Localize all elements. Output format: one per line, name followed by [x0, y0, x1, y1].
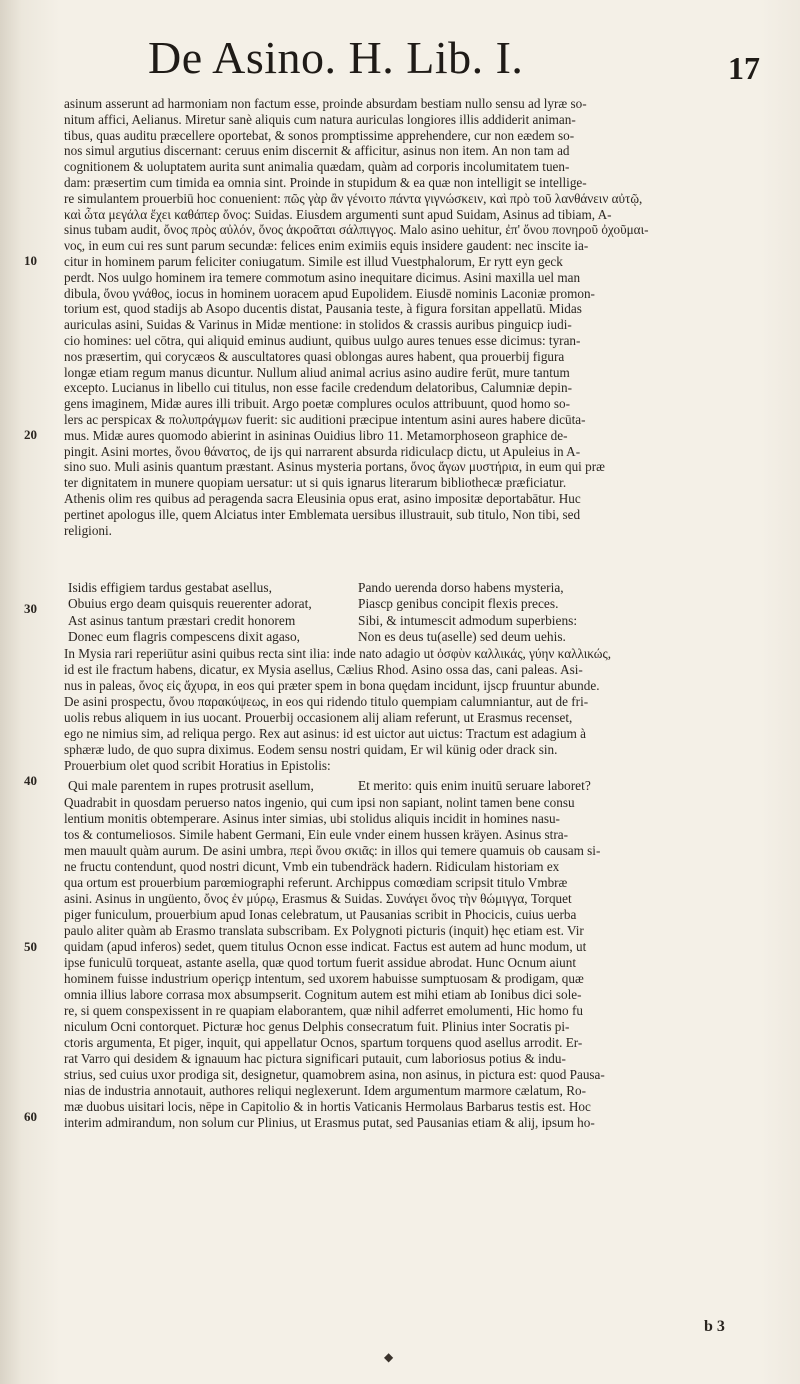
text-line: sinus tubam audit, ὄνος πρὸς αὐλόν, ὄνος ἀκροᾶται σάλπιγγος. Malo asino uehitur, ἐπ' ὄνου πονηροῦ ὀχοῦμαι- — [64, 222, 649, 238]
verse-row — [68, 596, 768, 612]
text-line: sino suo. Muli asinis quantum præstant. Asinus mysteria portans, ὄνος ἄγων μυστήρια, in eum qui præ — [64, 459, 605, 475]
text-line: nus in paleas, ὄνος εἰς ἄχυρα, in eos qui præter spem in bona quędam incidunt, ijscp fruuntur abunde. — [64, 678, 600, 693]
text-line: omnia illius labore corrasa mox absumpserit. Cognitum autem est mihi etiam ab Ionibus dici sole- — [64, 987, 582, 1002]
verse-right: Pando uerenda dorso habens mysteria, — [358, 580, 564, 595]
line-number: 10 — [24, 253, 37, 268]
text-block-middle — [64, 646, 764, 774]
text-line: tos & contumeliosos. Simile habent Germani, Ein eule vnder einem hussen kräyen. Asinus stra- — [64, 827, 568, 842]
text-line: Prouerbium olet quod scribit Horatius in Epistolis: — [64, 758, 331, 773]
text-line: ter dignitatem in munere quopiam uersatur: ut si quis ignarus literarum bibliothecæ præficiatur. — [64, 475, 567, 491]
text-line: Quadrabit in quosdam peruerso natos ingenio, qui cum ipsi non sapiant, nolint tamen bene consu — [64, 795, 575, 810]
text-line: mus. Midæ aures quomodo abierint in asininas Ouidius libro 11. Metamorphoseon graphice de- — [64, 427, 568, 443]
text-line: id est ile fractum habens, dicatur, ex Mysia asellus, Cælius Rhod. Asino ossa das, cani paleas. Asi- — [64, 662, 583, 677]
printer-ornament: ◆ — [384, 1350, 394, 1364]
verse-left: Isidis effigiem tardus gestabat asellus, — [68, 580, 272, 595]
text-line: longæ etiam regum manus dicuntur. Nullum aliud animal acrius asino audire ferūt, mure tantum — [64, 364, 570, 380]
text-line: lentium monitis obtemperare. Asinus inter simias, ubi stolidus aliquis incidit in homines nasu- — [64, 811, 560, 826]
text-line: men mauult quàm aurum. De asini umbra, περὶ ὄνου σκιᾶς: in illos qui temere quamuis ob causam si- — [64, 843, 601, 858]
text-line: excepto. Lucianus in libello cui titulus, non esse facile credendum delatoribus, Calumniæ depin- — [64, 380, 572, 396]
text-line: cio homines: uel cōtra, qui aliquid eminus audiunt, quibus uulgo aures tenues esse dicimus: tyran- — [64, 332, 581, 348]
line-number: 60 — [24, 1109, 37, 1124]
text-line: lers ac perspicax & πολυπράγμων fuerit: sic auditioni præcipue intentum asini aures habere dicūta- — [64, 411, 586, 427]
text-line: qua ortum est prouerbium parœmiographi referunt. Archippus comœdiam scripsit titulo Vmbræ — [64, 875, 568, 890]
text-line: καὶ ὦτα μεγάλα ἔχει καθάπερ ὄνος: Suidas. Eiusdem argumenti sunt apud Suidam, Asinus ad tibiam, A- — [64, 206, 612, 222]
text-line: ipse funiculū torqueat, astante asella, quæ quod tortum fuerit assidue abrodat. Hunc Ocnum aiunt — [64, 955, 576, 970]
verse-block — [68, 580, 768, 646]
text-line: rat Varro qui desidem & ignauum hac pictura significari putauit, cum laboriosus potius & indu- — [64, 1051, 566, 1066]
text-line: dibula, ὄνου γνάθος, iocus in hominem uoracem apud Eupolidem. Eiusdē nominis Laconiæ promon- — [64, 285, 595, 301]
text-line: asini. Asinus in ungüento, ὄνος ἐν μύρῳ, Erasmus & Suidas. Συνάγει ὄνος τὴν θώμιγγα, Torquet — [64, 891, 572, 906]
text-line: uolis rebus aliquem in ius uocant. Prouerbij occasionem alij aliam referunt, ut Erasmus recenset, — [64, 710, 573, 725]
verse-left: Donec eum flagris compescens dixit agaso, — [68, 629, 301, 645]
text-line: interim admirandum, non solum cur Plinius, ut Erasmus putat, sed Pausanias etiam & alij, ipsum ho- — [64, 1115, 595, 1130]
text-line: nos simul argutius discernant: ceruus enim discernit & afficitur, asinus non item. An non tam ad — [64, 143, 570, 159]
verse-row — [68, 629, 768, 645]
text-line: perdt. Nos uulgo hominem ira temere commotum asino inequitare dicimus. Asini maxilla uel man — [64, 269, 581, 285]
text-line: nos præsertim, qui corycæos & auscultatores quasi oblongas aures habent, qua prouerbij figura — [64, 348, 565, 364]
text-line: nias de industria annotauit, authores reliqui neglexerunt. Idem argumentum marmore cælatum, Ro- — [64, 1083, 586, 1098]
verse-block-2 — [68, 778, 768, 794]
text-line: piger funiculum, prouerbium apud Ionas celebratum, ut Pausanias scribit in Phocicis, cuius uerba — [64, 907, 577, 922]
line-number: 20 — [24, 427, 37, 442]
text-line: citur in hominem parum feliciter coniugatum. Simile est illud Vuestphalorum, Er rytt eyn geck — [64, 253, 563, 269]
text-line: sphæræ ludo, de quo supra diximus. Eodem sensu nostri quidam, Er wil künig oder drack sin. — [64, 742, 558, 757]
text-line: nitum affici, Aelianus. Miretur sanè aliquis cum natura auriculas longiores illis addiderit animan- — [64, 111, 576, 127]
line-number: 30 — [24, 601, 37, 616]
verse-left: Obuius ergo deam quisquis reuerenter adorat, — [68, 596, 312, 612]
verse-row — [68, 778, 768, 794]
text-line: ego ne nimius sim, ad reliqua pergo. Rex aut asinus: id est uictor aut uictus: Tractum est adagium à — [64, 726, 587, 741]
text-line: strius, sed cuius uxor prodiga sit, designetur, quamobrem asina, non asinus, in pictura est: quod Pausa- — [64, 1067, 605, 1082]
text-line: religioni. — [64, 522, 112, 538]
text-line: gens imaginem, Midæ aures illi tribuit. Argo poetæ complures oculos attribuunt, quod homo so- — [64, 396, 570, 412]
text-line: mæ duobus uisitari locis, nēpe in Capitolio & in hortis Vaticanis Hermolaus Barbarus testis est. Hoc — [64, 1099, 591, 1114]
text-line: dam: præsertim cum timida ea omnia sint. Proinde in stupidum & ea quæ non intelligit se intellige- — [64, 174, 587, 190]
text-block-bottom — [64, 795, 764, 1131]
verse-row — [68, 613, 768, 629]
text-line: auriculas asini, Suidas & Varinus in Midæ mentione: in stolidos & crassis auribus pinguicp iudi- — [64, 317, 572, 333]
text-line: niculum Ocni contorquet. Picturæ hoc genus Delphis consecratum fuit. Plinius inter Socratis pi- — [64, 1019, 570, 1034]
verse-left: Qui male parentem in rupes protrusit asellum, — [68, 778, 314, 793]
verse-left: Ast asinus tantum præstari credit honorem — [68, 612, 296, 628]
text-line: Athenis olim res quibus ad peragenda sacra Eleusinia opus erat, asino impositæ deportabātur. Huc — [64, 490, 581, 506]
text-line: ctoris argumenta, Et piger, inquit, qui appellatur Ocnos, spartum torquens quod asellus arrodit. Er- — [64, 1035, 583, 1050]
verse-right: Sibi, & intumescit admodum superbiens: — [358, 612, 578, 628]
line-number: 40 — [24, 773, 37, 788]
text-line: re, si quem conspexissent in re quapiam elaborantem, quæ nihil adferret emolumenti, Hic homo fu — [64, 1003, 583, 1018]
text-line: paulo aliter quàm ab Erasmo translata subscribam. Ex Polygnoti picturis (inquit) hęc etiam est. Vir — [64, 923, 584, 938]
verse-right: Et merito: quis enim inuitū seruare laboret? — [358, 778, 591, 793]
line-number: 50 — [24, 939, 37, 954]
text-line: hominem fuisse industrium operiçp intentum, sed uxorem habuisse sumptuosam & prodigam, quæ — [64, 971, 584, 986]
text-block-top — [64, 96, 764, 538]
text-line: pingit. Asini mortes, ὄνου θάνατος, de ijs qui narrarent absurda ridiculacp dictu, ut Apuleius in A- — [64, 443, 581, 459]
text-line: νος, in eum cui res sunt parum secundæ: felices enim eximiis equis insidere gaudent: nec inscite ia- — [64, 238, 589, 254]
text-line: torium est, quod stadijs ab Asopo ducentis distat, Pausania teste, à figura forsitan appellatū. Midas — [64, 301, 582, 317]
verse-right: Non es deus tu(aselle) sed deum uehis. — [358, 629, 566, 645]
verse-row — [68, 580, 768, 596]
text-line: cognitionem & uoluptatem aurita sunt animalia quædam, quàm ad corporis incolumitatem tuen- — [64, 159, 570, 175]
text-line: re simulantem prouerbiū hoc conuenient: πῶς γὰρ ἂν γένοιτο πάντα γιγνώσκειν, καὶ πρὸ τοῦ λανθάνειν αὐτῷ, — [64, 190, 643, 206]
text-line: quidam (apud inferos) sedet, quem titulus Ocnon esse indicat. Factus est autem ad hunc modum, ut — [64, 939, 587, 954]
text-line: asinum asserunt ad harmoniam non factum esse, proinde absurdam bestiam nullo sensu ad lyræ so- — [64, 96, 587, 111]
text-line: pertinet apologus ille, quem Alciatus inter Emblemata uersibus illustrauit, sub titulo, Non tibi, sed — [64, 506, 581, 522]
text-line: In Mysia rari reperiūtur asini quibus recta sint ilia: inde nato adagio ut ὀσφὺν καλλικάς, γύην καλλικώς, — [64, 646, 612, 661]
text-line: De asini prospectu, ὄνου παρακύψεως, in eos qui ridendo titulo quempiam calumniantur, aut de fri- — [64, 694, 589, 709]
text-line: tibus, quas auditu præcellere oportebat, & sonos promptissime apprehendere, cur non eædem so- — [64, 127, 575, 143]
signature-mark: b 3 — [704, 1318, 725, 1335]
running-header: De Asino. H. Lib. I. — [148, 32, 524, 83]
verse-right: Piascp genibus concipit flexis preces. — [358, 596, 559, 612]
text-line: ne fructu contendunt, quod nostri dicunt, Vmb ein tubendräck hadern. Ridiculam historiam ex — [64, 859, 560, 874]
page-number: 17 — [728, 50, 760, 86]
